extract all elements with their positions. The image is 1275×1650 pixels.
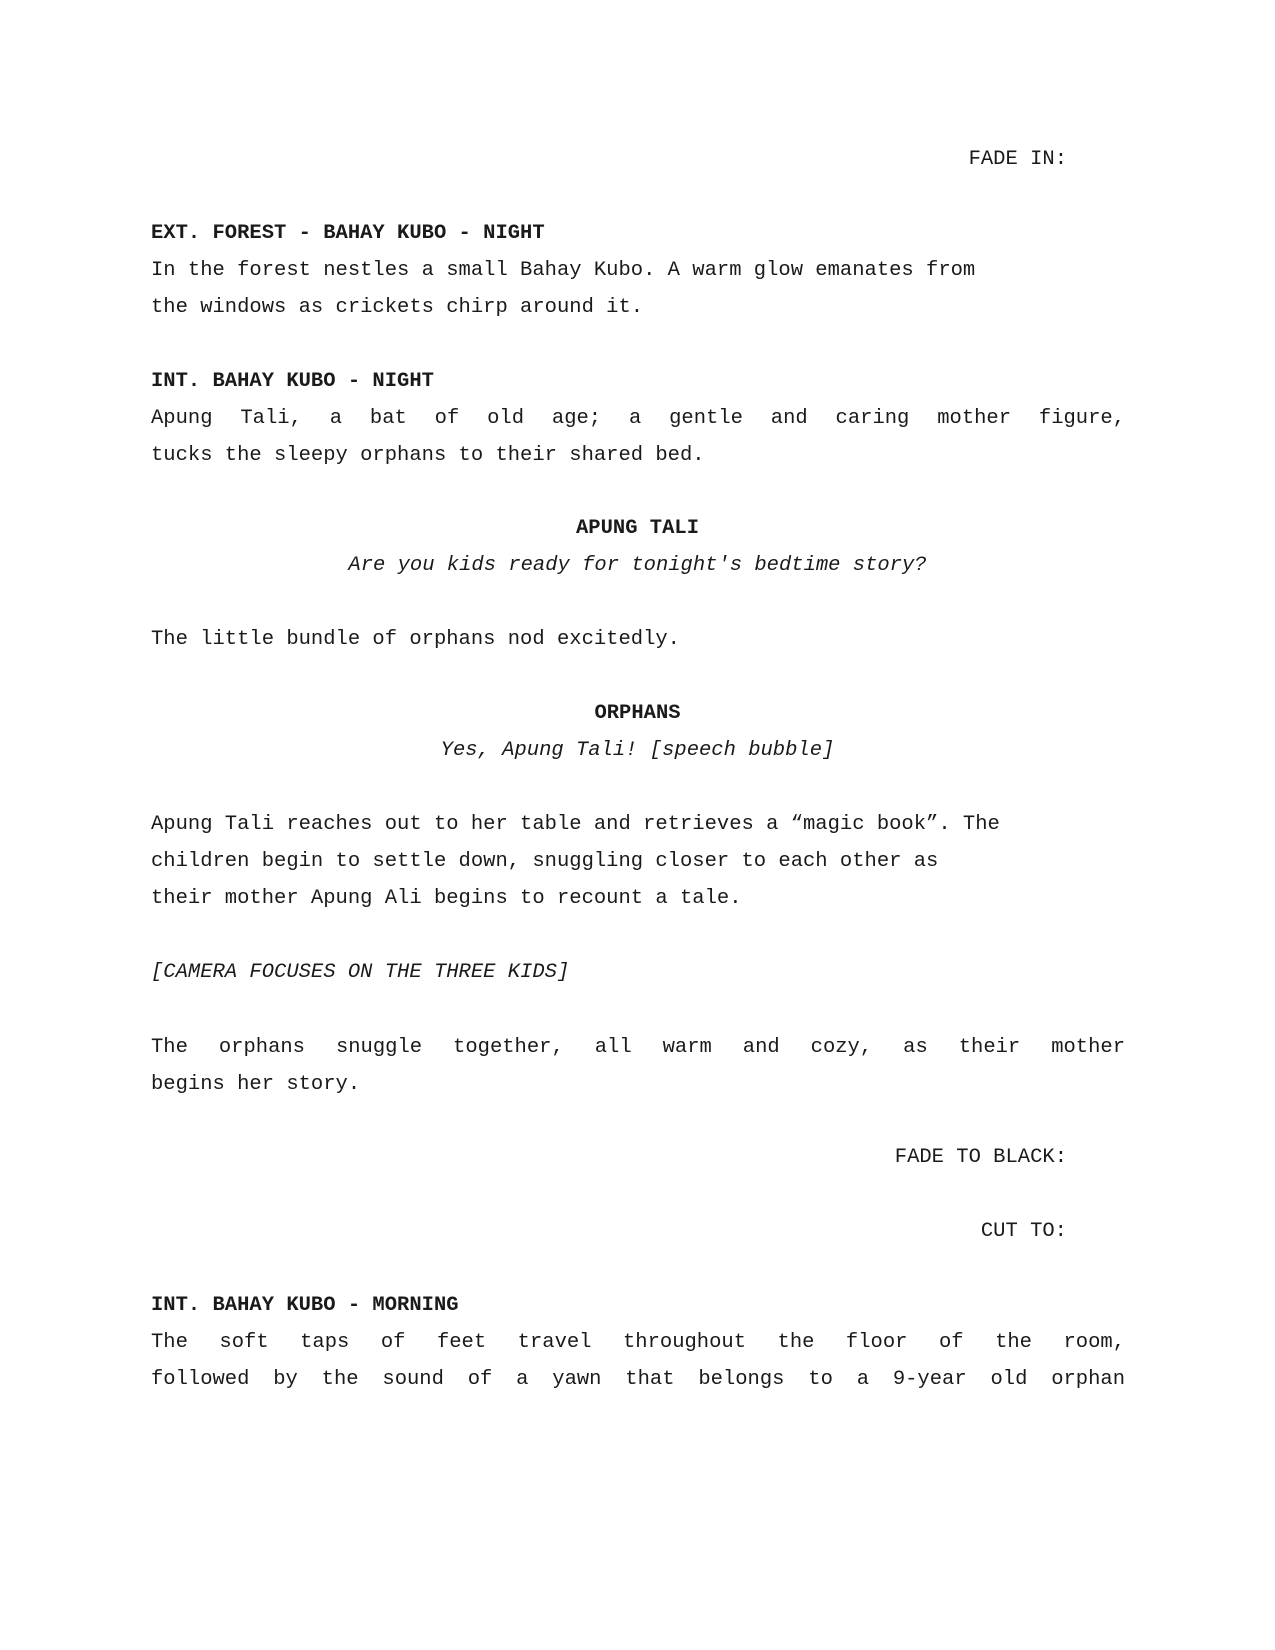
action-line: tucks the sleepy orphans to their shared bed. [151, 444, 705, 467]
character-name-orphans: ORPHANS [594, 702, 681, 725]
action-line: the windows as crickets chirp around it. [151, 296, 644, 319]
fade-in-transition: FADE IN: [968, 148, 1067, 171]
action-line: Apung Tali, a bat of old age; a gentle and caring mother figure, [151, 407, 1125, 430]
action-line: their mother Apung Ali begins to recount a tale. [151, 887, 742, 910]
action-line: The orphans snuggle together, all warm and cozy, as their mother [151, 1036, 1125, 1059]
scene-heading-2: INT. BAHAY KUBO - NIGHT [151, 370, 434, 393]
camera-direction: [CAMERA FOCUSES ON THE THREE KIDS] [151, 961, 570, 984]
dialogue-line: Are you kids ready for tonight's bedtime story? [348, 554, 927, 577]
action-line: begins her story. [151, 1073, 361, 1096]
action-line: children begin to settle down, snuggling closer to each other as [151, 850, 939, 873]
action-line: The little bundle of orphans nod excitedly. [151, 628, 680, 651]
action-line: followed by the sound of a yawn that belongs to a 9-year old orphan [151, 1368, 1125, 1391]
fade-to-black-transition: FADE TO BLACK: [894, 1146, 1067, 1169]
dialogue-line: Yes, Apung Tali! [speech bubble] [440, 739, 835, 762]
scene-heading-1: EXT. FOREST - BAHAY KUBO - NIGHT [151, 222, 545, 245]
character-name-apung-tali: APUNG TALI [575, 517, 700, 540]
action-line: The soft taps of feet travel throughout the floor of the room, [151, 1331, 1125, 1354]
scene-heading-3: INT. BAHAY KUBO - MORNING [151, 1294, 459, 1317]
cut-to-transition: CUT TO: [980, 1220, 1067, 1243]
action-line: Apung Tali reaches out to her table and retrieves a “magic book”. The [151, 813, 1000, 836]
action-line: In the forest nestles a small Bahay Kubo. A warm glow emanates from [151, 259, 976, 282]
